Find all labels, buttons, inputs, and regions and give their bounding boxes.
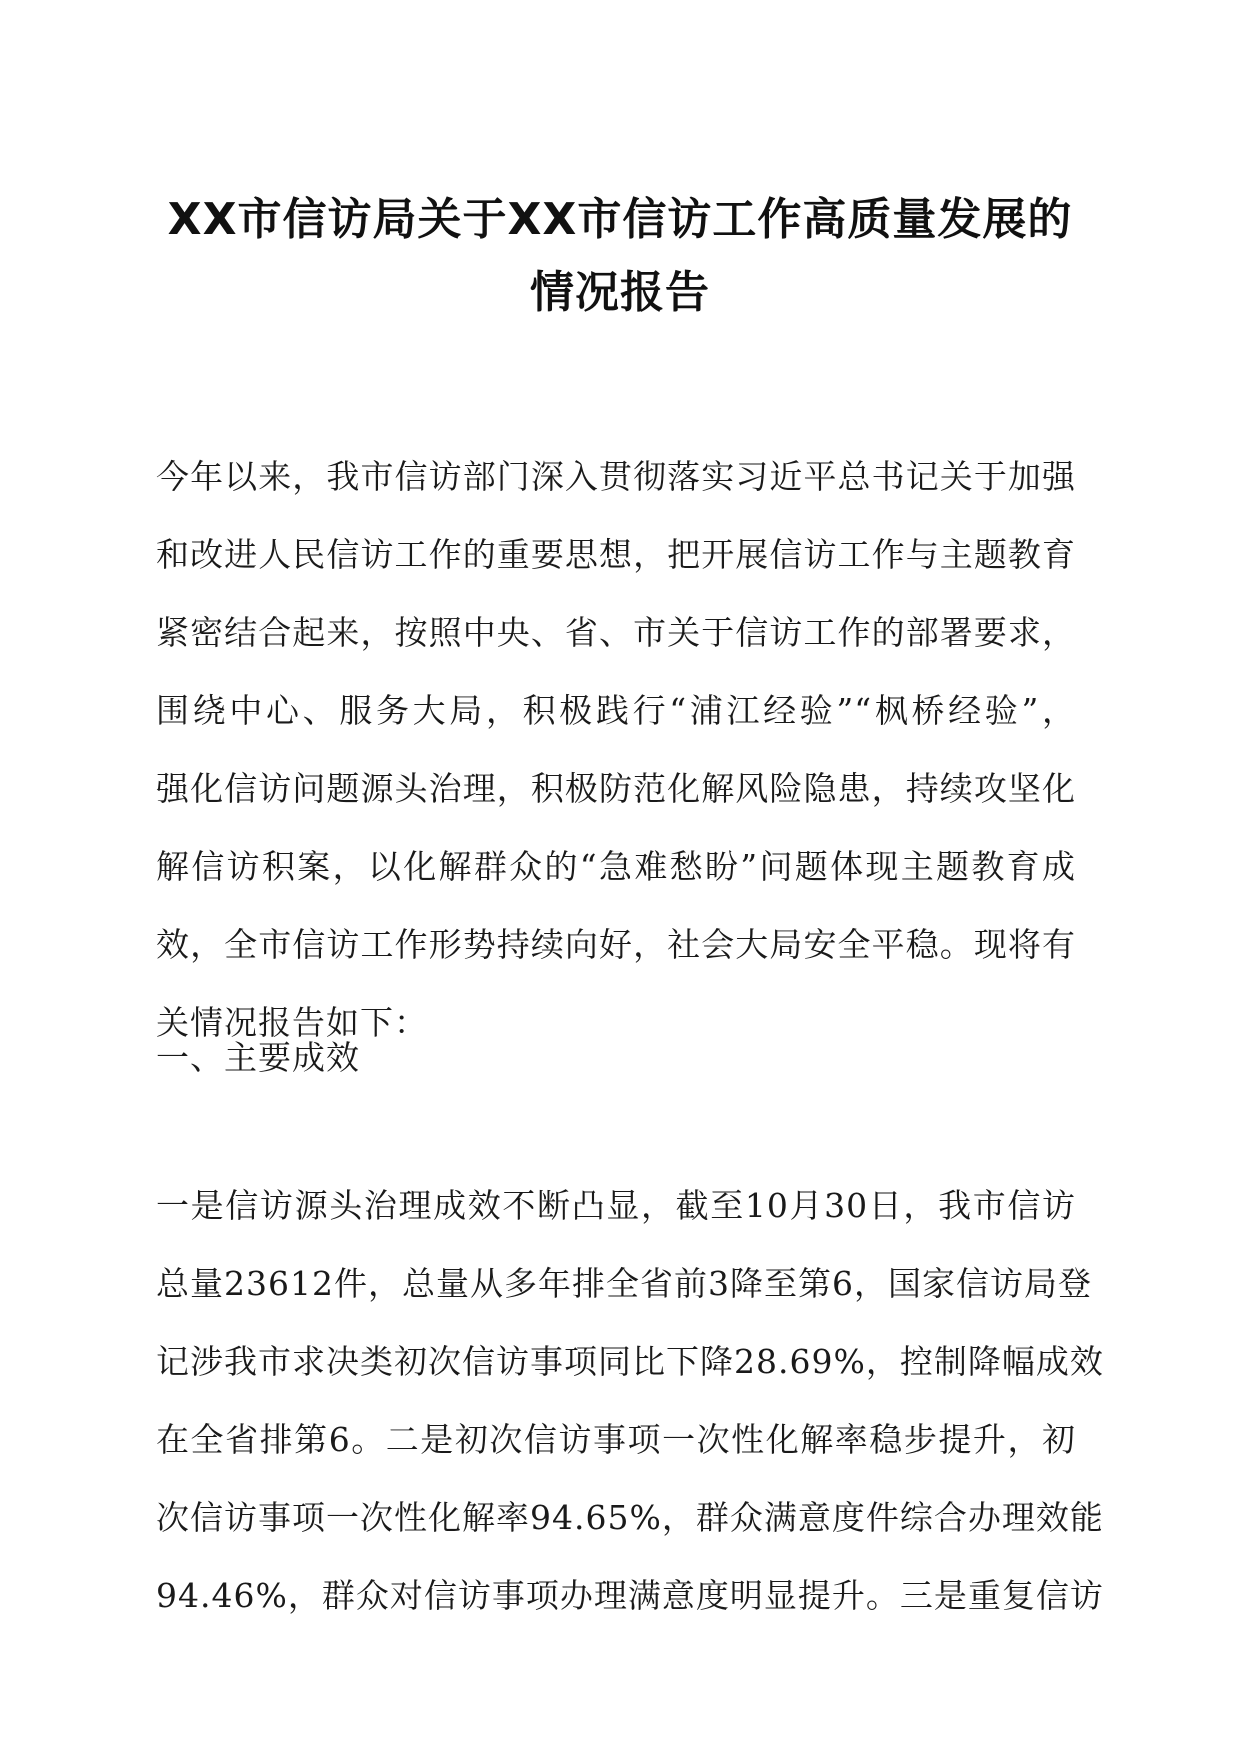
document-title-line-2: 情况报告 (530, 267, 710, 318)
section-line: 记涉我市求决类初次信访事项同比下降28.69%，控制降幅成效 (156, 1342, 1104, 1381)
intro-line: 关情况报告如下： (156, 1003, 428, 1042)
intro-line: 今年以来，我市信访部门深入贯彻落实习近平总书记关于加强 (156, 457, 1076, 496)
intro-line: 解信访积案，以化解群众的“急难愁盼”问题体现主题教育成 (156, 847, 1076, 886)
intro-line: 效，全市信访工作形势持续向好，社会大局安全平稳。现将有 (156, 925, 1076, 964)
section-line: 次信访事项一次性化解率94.65%，群众满意度件综合办理效能 (156, 1498, 1104, 1537)
section-paragraph (156, 1167, 1104, 1635)
intro-line: 紧密结合起来，按照中央、省、市关于信访工作的部署要求， (156, 613, 1076, 652)
intro-line: 强化信访问题源头治理，积极防范化解风险隐患，持续攻坚化 (156, 769, 1076, 808)
intro-paragraph (156, 438, 1076, 1062)
section-line: 一是信访源头治理成效不断凸显，截至10月30日，我市信访 (156, 1186, 1076, 1225)
section-heading-text: 一、主要成效 (156, 1038, 360, 1077)
intro-line: 和改进人民信访工作的重要思想，把开展信访工作与主题教育 (156, 535, 1076, 574)
document-title-line-1: XX市信访局关于XX市信访工作高质量发展的 (167, 194, 1073, 245)
section-heading (156, 1019, 1076, 1097)
intro-line: 围绕中心、服务大局，积极践行“浦江经验”“枫桥经验”， (156, 691, 1076, 730)
section-line: 94.46%，群众对信访事项办理满意度明显提升。三是重复信访 (156, 1576, 1104, 1615)
section-line: 总量23612件，总量从多年排全省前3降至第6，国家信访局登 (156, 1264, 1092, 1303)
section-line: 在全省排第6。二是初次信访事项一次性化解率稳步提升，初 (156, 1420, 1076, 1459)
